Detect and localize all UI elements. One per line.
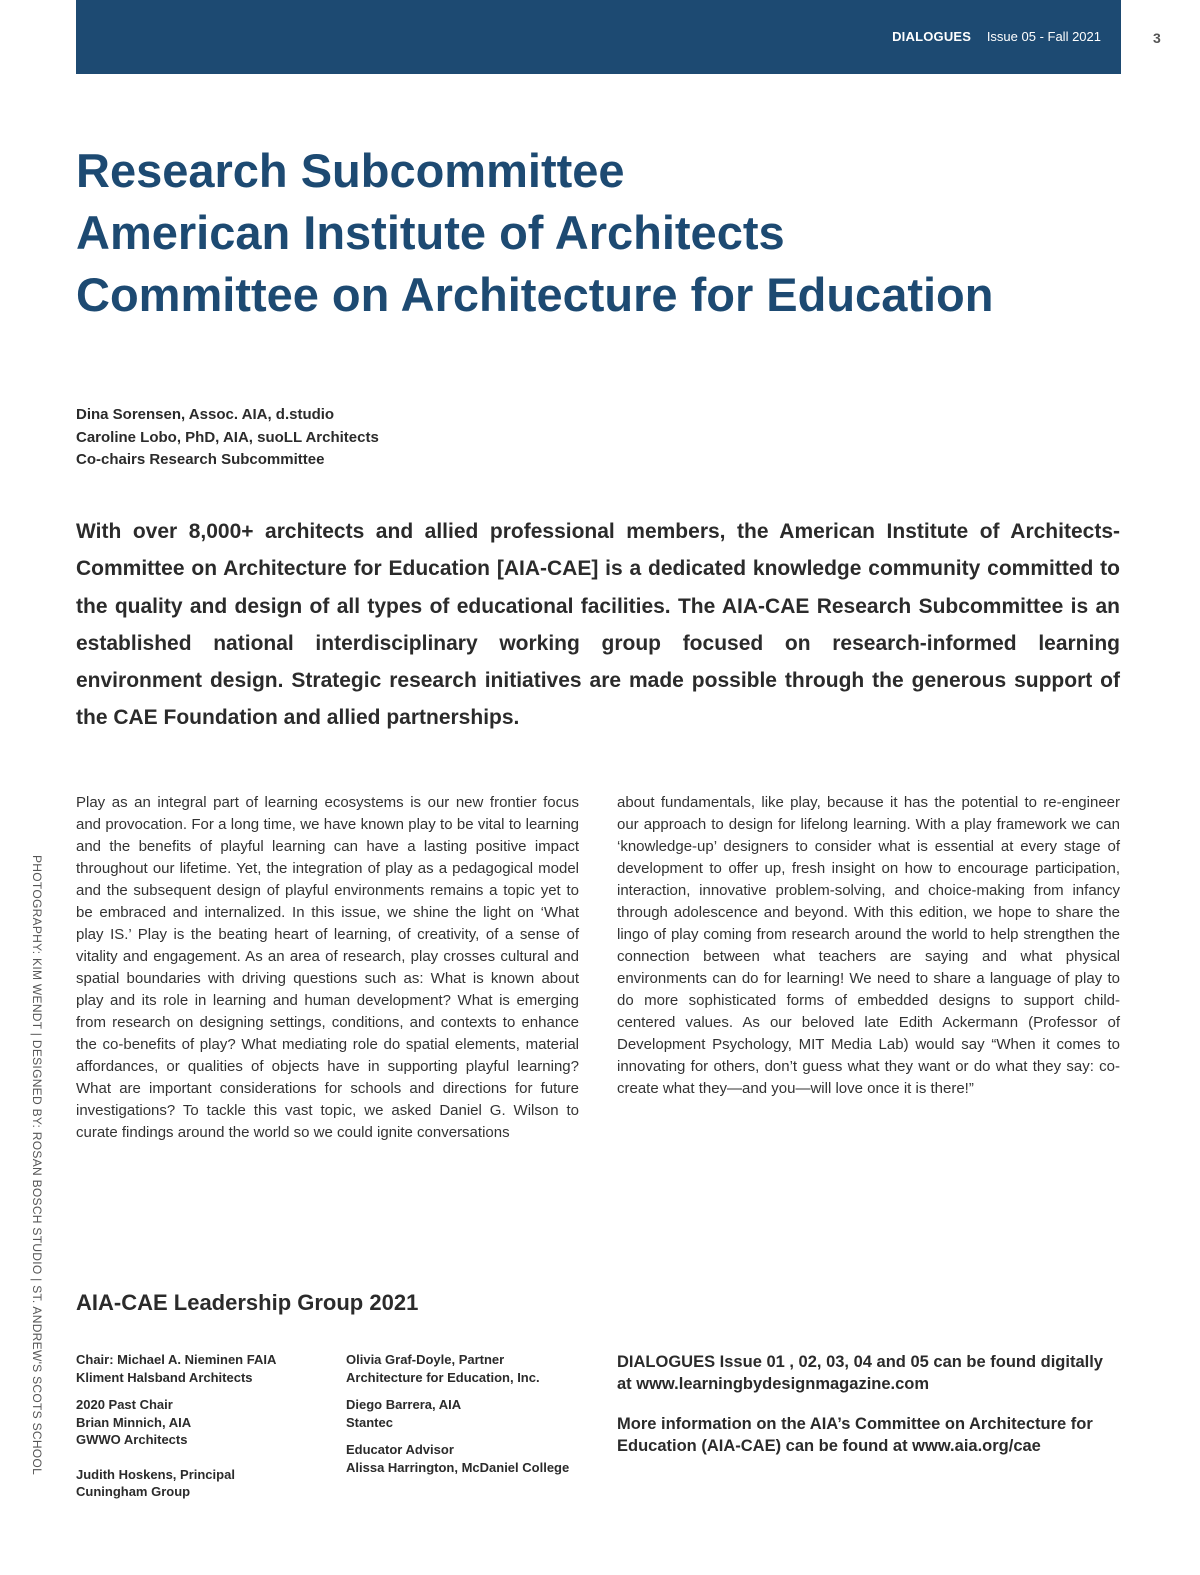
author-line: Dina Sorensen, Assoc. AIA, d.studio: [76, 406, 335, 423]
leadership-member: [346, 1396, 606, 1431]
member-line: Olivia Graf-Doyle, Partner: [346, 1352, 505, 1367]
member-line: Alissa Harrington, McDaniel College: [346, 1459, 570, 1475]
page-title: [76, 140, 1136, 326]
member-line: Educator Advisor: [346, 1442, 454, 1457]
member-line: Diego Barrera, AIA: [346, 1397, 462, 1412]
member-line: Chair: Michael A. Nieminen FAIA: [76, 1352, 277, 1367]
leadership-column-left: [76, 1351, 326, 1511]
title-line: Research Subcommittee: [76, 144, 625, 197]
digital-issues-note: DIALOGUES Issue 01 , 02, 03, 04 and 05 can be found digitally at www.learningbydesignmagazine.com: [617, 1353, 1103, 1393]
publication-name: DIALOGUES: [892, 29, 972, 44]
page-number: 3: [1153, 30, 1161, 46]
member-line: Judith Hoskens, Principal: [76, 1466, 235, 1482]
title-line: American Institute of Architects: [76, 206, 785, 259]
info-box: [617, 1351, 1122, 1475]
leadership-member: [76, 1396, 326, 1449]
header-publication-info: [892, 29, 1101, 44]
body-column-left: Play as an integral part of learning ecosystems is our new frontier focus and provocation. For a long time, we have known play to be vital to learning and the benefits of playful learning can have a lasting positive impact throughout our lifetime. Yet, the integration of play as a pedagogical model and the subsequent design of playful environments remains a topic yet to be embraced and internalized. In this issue, we shine the light on ‘What play IS.’ Play is the beating heart of learning, of creativity, of a sense of vitality and engagement. As an area of research, play crosses cultural and spatial boundaries with driving questions such as: What is known about play and its role in learning and human development? What is emerging from research on designing settings, conditions, and contexts to enhance the co-benefits of play? What mediating role do spatial elements, material affordances, or qualities of objects have in supporting playful learning? What are important considerations for schools and directions for future investigations? To tackle this vast topic, we asked Daniel G. Wilson to curate findings around the world so we could ignite conversations: [76, 794, 579, 1141]
member-line: Architecture for Education, Inc.: [346, 1369, 540, 1385]
member-line: 2020 Past Chair: [76, 1397, 173, 1412]
leadership-member: [346, 1351, 606, 1386]
member-line: Kliment Halsband Architects: [76, 1369, 253, 1385]
author-line: Caroline Lobo, PhD, AIA, suoLL Architects: [76, 428, 379, 446]
title-line: Committee on Architecture for Education: [76, 268, 994, 321]
issue-label: Issue 05 - Fall 2021: [986, 29, 1101, 44]
body-column-right: about fundamentals, like play, because it has the potential to re-engineer our approach to design for lifelong learning. With a play framework we can ‘knowledge-up’ designers to consider what is essential at every stage of development to offer up, fresh insight on how to encourage participation, interaction, innovative problem-solving, and choice-making from infancy through adolescence and beyond. With this edition, we hope to share the lingo of play coming from research around the world to help strengthen the connection between what teachers are saying and what physical environments can do for learning! We need to share a language of play to do more sophisticated forms of embedded designs to support child-centered values. As our beloved late Edith Ackermann (Professor of Development Psychology, MIT Media Lab) would say “When it comes to innovating for others, don’t guess what they want or do what they say: co-create what they—and you—will love once it is there!”: [617, 794, 1120, 1097]
leadership-member: [76, 1466, 326, 1501]
leadership-heading: AIA-CAE Leadership Group 2021: [76, 1290, 419, 1315]
member-line: Stantec: [346, 1414, 393, 1430]
author-role: Co-chairs Research Subcommittee: [76, 451, 325, 468]
member-line: Brian Minnich, AIA: [76, 1414, 192, 1430]
author-byline: [76, 404, 379, 472]
aia-cae-info-note: More information on the AIA’s Committee on Architecture for Education (AIA-CAE) can be found at www.aia.org/cae: [617, 1415, 1093, 1455]
lead-paragraph: With over 8,000+ architects and allied professional members, the American Institute of Architects-Committee on Architecture for Education [AIA-CAE] is a dedicated knowledge community committed to the quality and design of all types of educational facilities. The AIA-CAE Research Subcommittee is an established national interdisciplinary working group focused on research-informed learning environment design. Strategic research initiatives are made possible through the generous support of the CAE Foundation and allied partnerships.: [76, 520, 1120, 730]
photo-credit: PHOTOGRAPHY: KIM WENDT | DESIGNED BY: ROSAN BOSCH STUDIO | ST. ANDREW'S SCOTS SCHOOL: [30, 855, 44, 1476]
member-line: Cuningham Group: [76, 1484, 191, 1499]
leadership-member: [76, 1351, 326, 1386]
leadership-column-middle: [346, 1351, 606, 1486]
header-bar: [76, 0, 1121, 74]
leadership-member: [346, 1441, 606, 1476]
member-line: GWWO Architects: [76, 1432, 188, 1447]
